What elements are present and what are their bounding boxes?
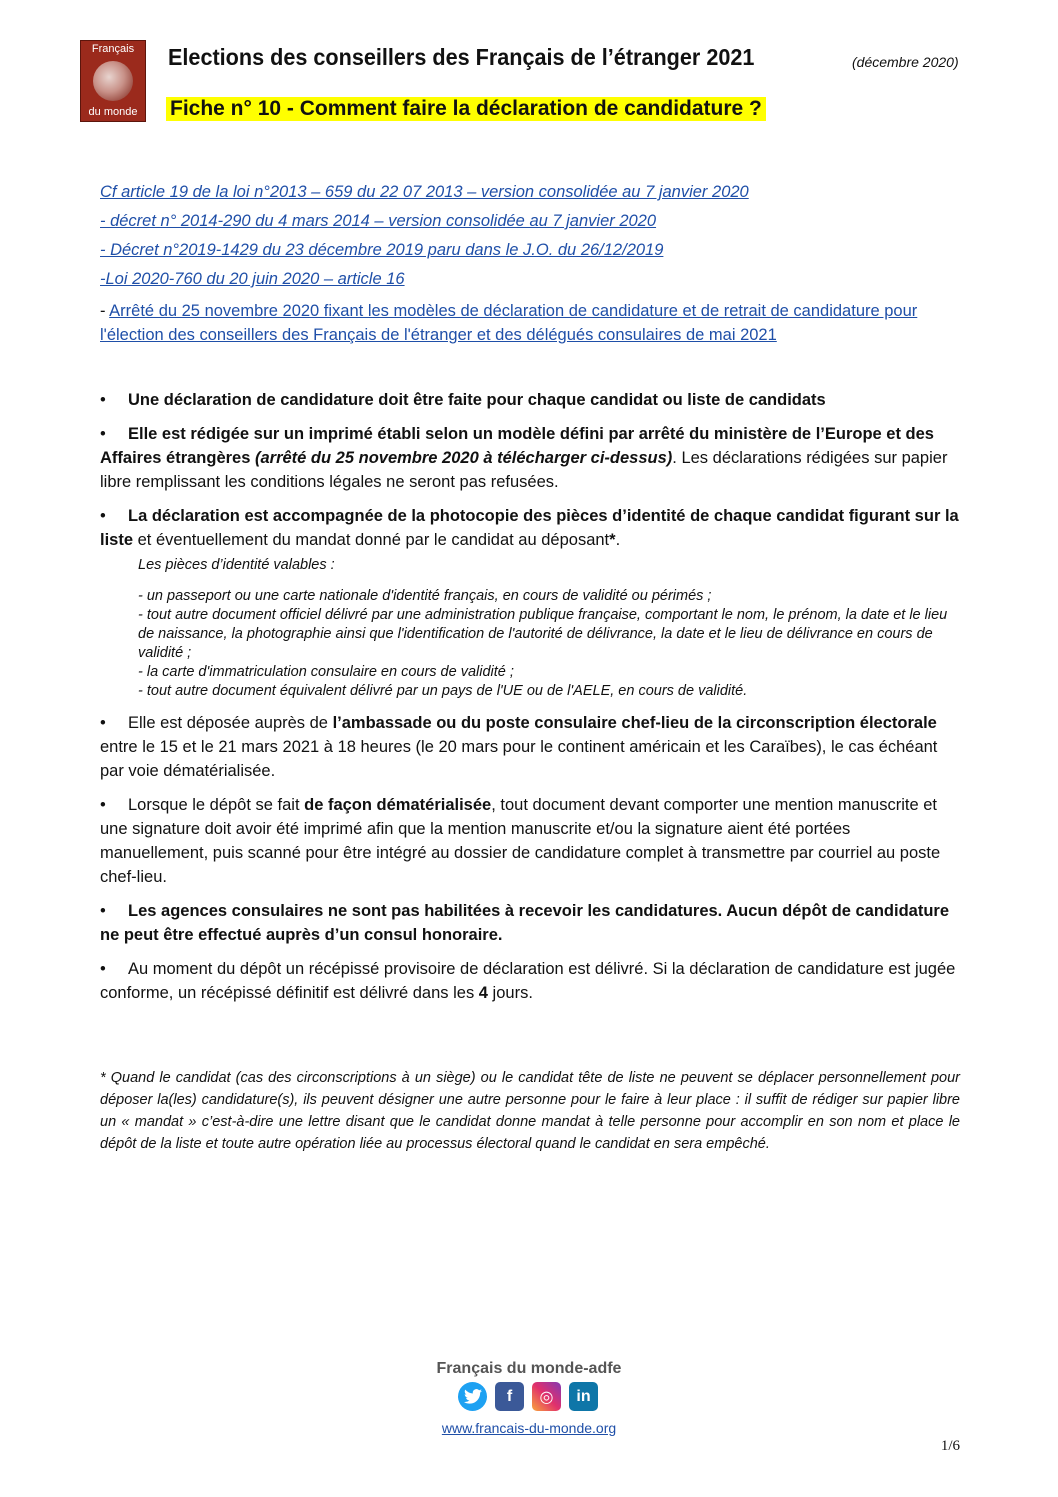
- identity-document-item: - tout autre document officiel délivré par une administration publique française, comportant le nom, le prénom, la date et le lieu de naissance, la photographie ainsi que l'identification de l'autorité de délivrance, la date et le lieu de délivrance en cours de validité ;: [138, 607, 948, 661]
- list-item: [100, 899, 960, 947]
- page-number: 1/6: [940, 1438, 960, 1454]
- globe-icon: [93, 61, 133, 101]
- bullet-text: entre le 15 et le 21 mars 2021 à 18 heures (le 20 mars pour le continent américain et les Caraïbes), le cas échéant par voie dématérialisée.: [100, 738, 938, 780]
- linkedin-icon[interactable]: in: [569, 1382, 598, 1411]
- bullet-text-bold: Elle est rédigée sur un imprimé établi selon un modèle défini par arrêté du ministère de l’Europe et des Affaires étrangères: [100, 425, 934, 467]
- bullet-text-italic: (arrêté du 25 novembre 2020 à télécharger ci-dessus): [250, 449, 673, 467]
- twitter-icon[interactable]: [458, 1382, 487, 1411]
- identity-document-item: - un passeport ou une carte nationale d'identité français, en cours de validité ou périmés ;: [138, 588, 712, 604]
- bullet-icon: •: [100, 796, 106, 814]
- facebook-icon[interactable]: f: [495, 1382, 524, 1411]
- list-item: [100, 388, 960, 412]
- document-date: (décembre 2020): [852, 54, 959, 70]
- identity-documents-heading: Les pièces d’identité valables :: [138, 557, 335, 573]
- list-item: [100, 793, 960, 889]
- social-links: [458, 1382, 598, 1411]
- bullet-icon: •: [100, 960, 106, 978]
- bullet-text: jours.: [487, 984, 533, 1002]
- bullet-icon: •: [100, 507, 106, 525]
- bullet-icon: •: [100, 714, 106, 732]
- references: [100, 183, 970, 347]
- bullet-text: Elle est déposée auprès de: [128, 714, 333, 732]
- logo: [80, 40, 146, 122]
- footer-organization: Français du monde-adfe: [436, 1360, 622, 1377]
- reference-link-arrete-2020[interactable]: Arrêté du 25 novembre 2020 fixant les modèles de déclaration de candidature et de retrait de candidature pour l'élection des conseillers des Français de l'étranger et des délégués consulaires de mai 2021: [100, 302, 918, 344]
- bullet-text: et éventuellement du mandat donné par le candidat au déposant: [133, 531, 610, 549]
- bullet-text: Lorsque le dépôt se fait: [128, 796, 305, 814]
- reference-link-decret-2014[interactable]: - décret n° 2014-290 du 4 mars 2014 – version consolidée au 7 janvier 2020: [100, 212, 657, 230]
- logo-text-top: Français: [91, 43, 135, 55]
- bullet-text: , tout document devant comporter une mention manuscrite et une signature doit avoir été imprimé afin que la mention manuscrite et/ou la signature aient été portées manuellement, puis scanné pour être intégré au dossier de candidature complet à transmettre par courriel au poste chef-lieu.: [100, 796, 941, 886]
- bullet-text-end: .: [615, 531, 621, 549]
- identity-documents: [138, 556, 960, 701]
- identity-document-item: - la carte d'immatriculation consulaire en cours de validité ;: [138, 664, 514, 680]
- bullet-text: Une déclaration de candidature doit être faite pour chaque candidat ou liste de candidats: [128, 391, 826, 409]
- bullet-text-bold: 4: [478, 984, 488, 1002]
- list-item: [100, 504, 960, 552]
- bullet-text: . Les déclarations rédigées sur papier libre remplissant les conditions légales ne seront pas refusées.: [100, 449, 948, 491]
- bullet-text: Au moment du dépôt un récépissé provisoire de déclaration est délivré. Si la déclaration de candidature est jugée conforme, un récépissé définitif est délivré dans les: [100, 960, 956, 1002]
- fiche-title: Fiche n° 10 - Comment faire la déclaration de candidature ?: [166, 97, 766, 121]
- reference-link-decret-2019[interactable]: - Décret n°2019-1429 du 23 décembre 2019 paru dans le J.O. du 26/12/2019: [100, 241, 664, 259]
- list-item: [100, 711, 960, 783]
- bullet-text-bold: La déclaration est accompagnée de la photocopie des pièces d’identité de chaque candidat figurant sur la liste: [100, 507, 959, 549]
- footnote-marker: *: [609, 531, 616, 549]
- bullet-icon: •: [100, 391, 106, 409]
- list-item: [100, 422, 960, 494]
- bullet-text-bold: Les agences consulaires ne sont pas habilitées à recevoir les candidatures. Aucun dépôt de candidature ne peut être effectué auprès d’un consul honoraire.: [100, 902, 949, 944]
- identity-document-item: - tout autre document équivalent délivré par un pays de l'UE ou de l'AELE, en cours de validité.: [138, 683, 748, 699]
- bullet-text-bold: l’ambassade ou du poste consulaire chef-lieu de la circonscription électorale: [332, 714, 937, 732]
- reference-prefix: -: [100, 302, 110, 320]
- bullet-text-bold: de façon dématérialisée: [304, 796, 492, 814]
- bullet-list: [100, 388, 960, 1015]
- instagram-icon[interactable]: ◎: [532, 1382, 561, 1411]
- logo-text-bottom: du monde: [88, 106, 138, 118]
- website-link[interactable]: www.francais-du-monde.org: [441, 1420, 617, 1436]
- bullet-icon: •: [100, 902, 106, 920]
- reference-link-loi-2013[interactable]: Cf article 19 de la loi n°2013 – 659 du 22 07 2013 – version consolidée au 7 janvier 2020: [100, 183, 749, 201]
- page-title: Elections des conseillers des Français de l’étranger 2021: [168, 44, 755, 70]
- bullet-icon: •: [100, 425, 106, 443]
- footnote: * Quand le candidat (cas des circonscriptions à un siège) ou le candidat tête de liste ne peuvent se déplacer personnellement pour déposer la(les) candidature(s), ils peuvent désigner une autre personne pour le faire à leur place : il suffit de rédiger sur papier libre un « mandat » c’est-à-dire une lettre disant que le candidat donne mandat à telle personne pour accomplir en son nom et place le dépôt de la liste et toute autre opération liée au processus électoral quand le candidat en sera empêché.: [100, 1070, 960, 1152]
- list-item: [100, 957, 960, 1005]
- reference-link-loi-2020[interactable]: -Loi 2020-760 du 20 juin 2020 – article 16: [100, 270, 405, 288]
